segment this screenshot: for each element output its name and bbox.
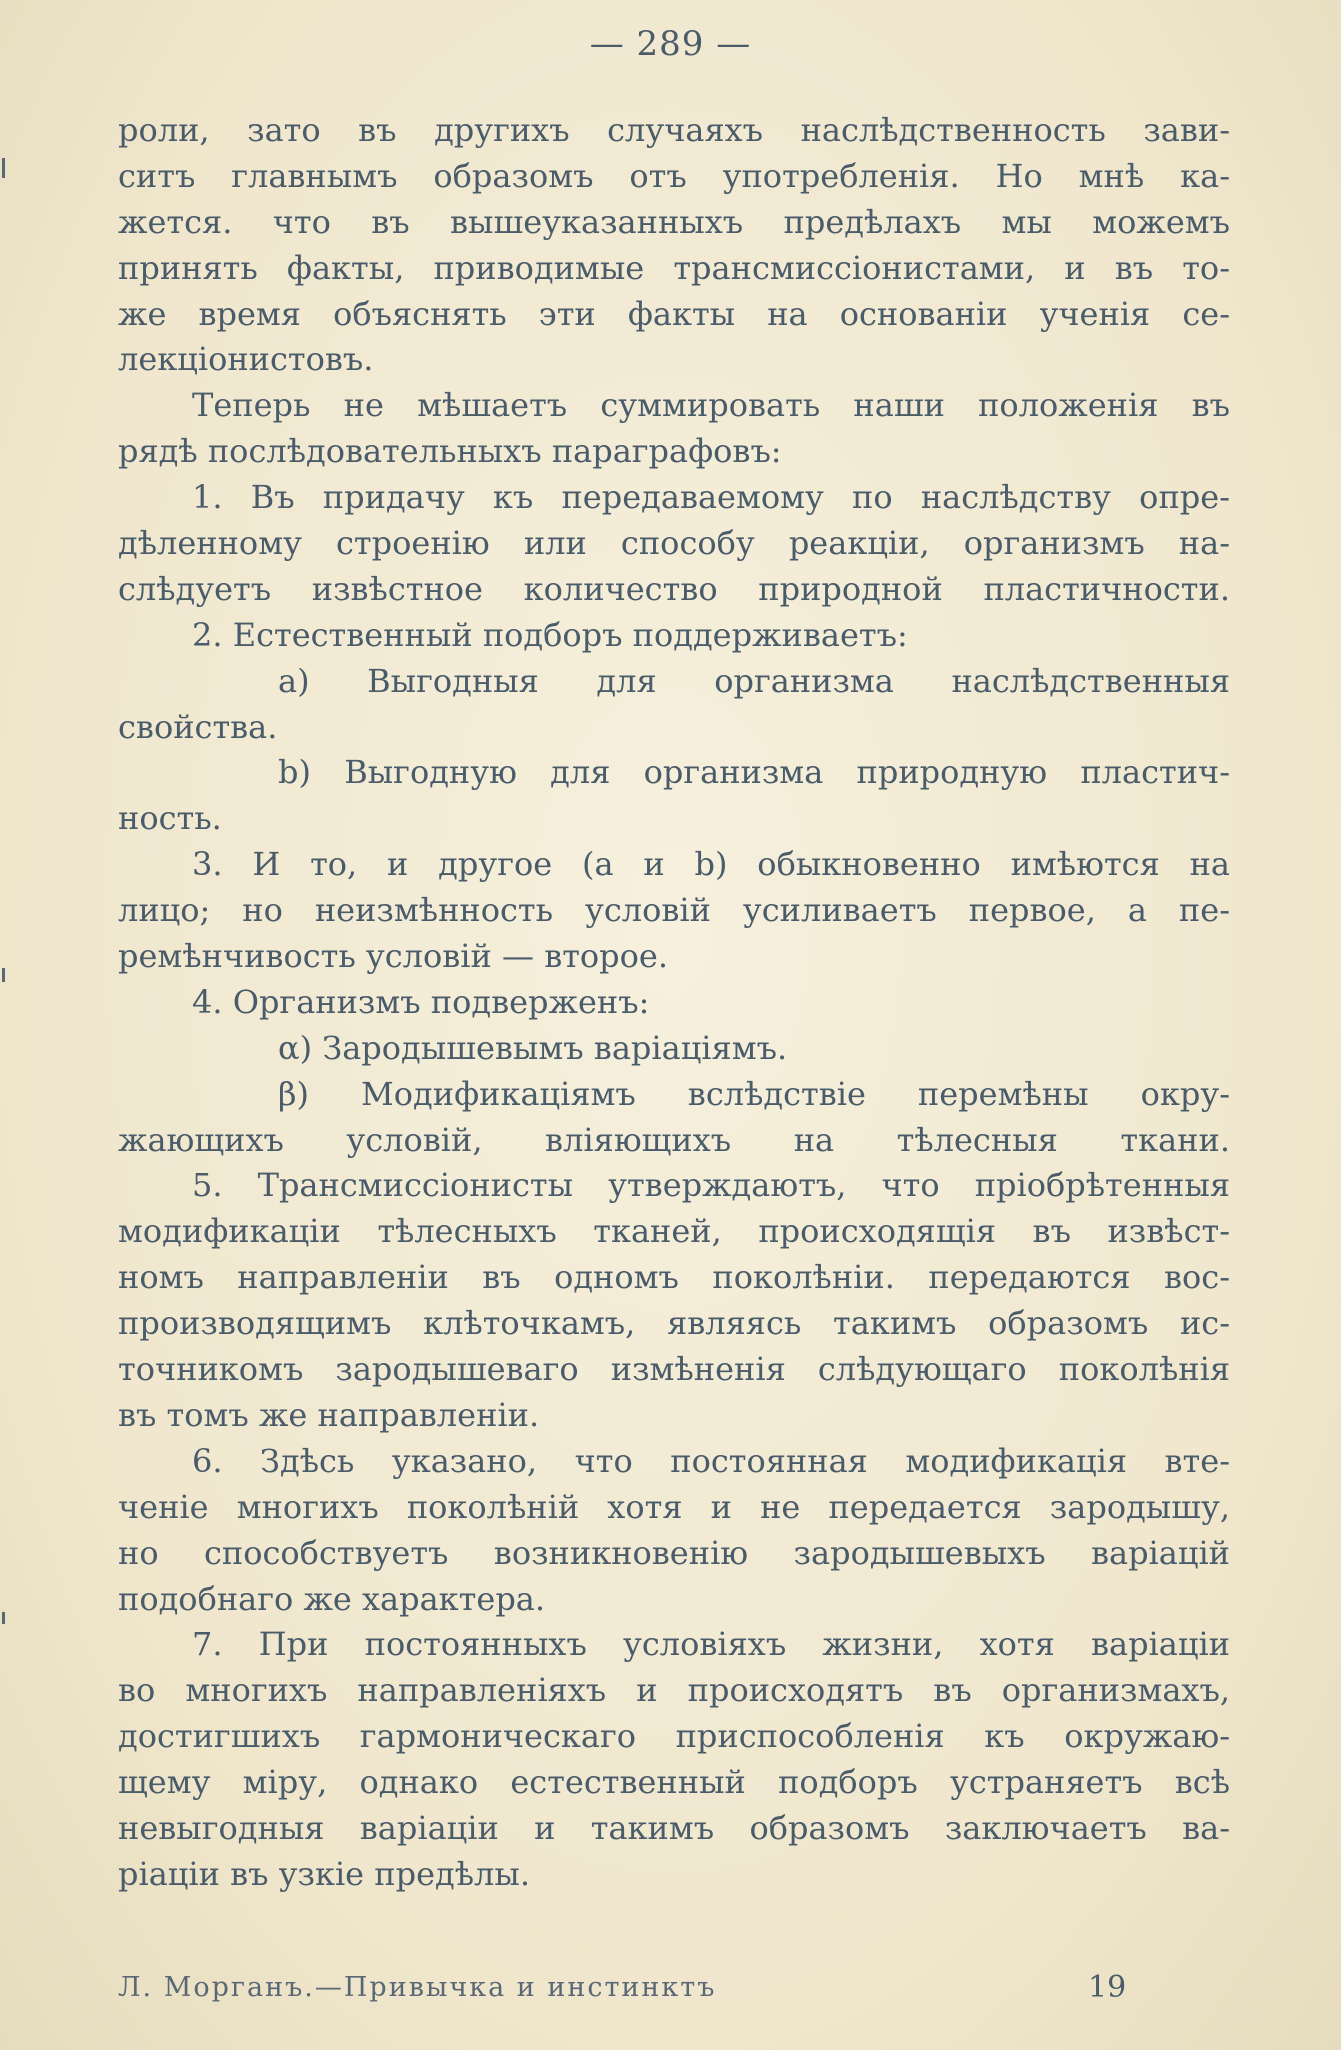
text-line: дѣленному строенію или способу реакціи, организмъ на- xyxy=(118,524,1230,563)
text-line: лицо; но неизмѣнность условій усиливаетъ первое, а пе- xyxy=(118,891,1230,930)
text-line: въ томъ же направленіи. xyxy=(118,1395,540,1434)
text-line: жется. что въ вышеуказанныхъ предѣлахъ мы можемъ xyxy=(118,202,1230,241)
text-line: точникомъ зародышеваго измѣненія слѣдующаго поколѣнія xyxy=(118,1350,1230,1389)
text-line: но способствуетъ возникновенію зародышевыхъ варіацій xyxy=(118,1533,1230,1572)
text-line: достигшихъ гармоническаго приспособленія къ окружаю- xyxy=(118,1717,1230,1756)
text-line: ситъ главнымъ образомъ отъ употребленія. Но мнѣ ка- xyxy=(118,156,1230,195)
text-line: свойства. xyxy=(118,707,278,746)
text-line: номъ направленіи въ одномъ поколѣніи. передаются вос- xyxy=(118,1258,1230,1297)
text-line: рядѣ послѣдовательныхъ параграфовъ: xyxy=(118,432,782,471)
text-line: невыгодныя варіаціи и такимъ образомъ заключаетъ ва- xyxy=(118,1808,1230,1847)
text-line: 3. И то, и другое (a и b) обыкновенно имѣются на xyxy=(192,845,1230,884)
text-line: щему міру, однако естественный подборъ устраняетъ всѣ xyxy=(118,1763,1230,1802)
text-line: роли, зато въ другихъ случаяхъ наслѣдственность зави- xyxy=(118,111,1230,149)
text-line: 4. Организмъ подверженъ: xyxy=(192,982,650,1021)
text-line: слѣдуетъ извѣстное количество природной пластичности. xyxy=(118,569,1230,608)
text-line: 1. Въ придачу къ передаваемому по наслѣдству опре- xyxy=(192,478,1230,517)
text-line: b) Выгодную для организма природную пластич- xyxy=(278,753,1230,792)
margin-mark xyxy=(2,968,5,982)
running-footer-title: Л. Морганъ.—Привычка и инстинктъ xyxy=(118,1972,717,2003)
text-line: ность. xyxy=(118,799,222,838)
text-line: производящимъ клѣточкамъ, являясь такимъ образомъ ис- xyxy=(118,1304,1230,1343)
text-line: модификаціи тѣлесныхъ тканей, происходящія въ извѣст- xyxy=(118,1212,1230,1251)
margin-mark xyxy=(2,158,5,178)
page-number: — 289 — xyxy=(589,24,752,64)
text-line: подобнаго же характера. xyxy=(118,1579,546,1618)
margin-mark xyxy=(2,1612,5,1624)
text-line: ченіе многихъ поколѣній хотя и не передается зародышу, xyxy=(118,1487,1230,1526)
text-line: 6. Здѣсь указано, что постоянная модификація вте- xyxy=(192,1441,1230,1480)
text-line: ремѣнчивость условій — второе. xyxy=(118,937,669,976)
text-line: 2. Естественный подборъ поддерживаетъ: xyxy=(192,615,908,654)
text-line: a) Выгодныя для организма наслѣдственныя xyxy=(278,661,1230,700)
text-line: во многихъ направленіяхъ и происходятъ въ организмахъ, xyxy=(118,1671,1230,1710)
body-text xyxy=(118,108,1230,1898)
text-line: Теперь не мѣшаетъ суммировать наши положенія въ xyxy=(192,386,1230,425)
text-line: ріаціи въ узкіе предѣлы. xyxy=(118,1854,530,1893)
text-line: жающихъ условій, вліяющихъ на тѣлесныя ткани. xyxy=(118,1120,1230,1159)
text-line: лекціонистовъ. xyxy=(118,340,374,379)
signature-mark: 19 xyxy=(1088,1970,1127,2005)
text-line: α) Зародышевымъ варіаціямъ. xyxy=(278,1028,788,1067)
text-line: 5. Трансмиссіонисты утверждаютъ, что пріобрѣтенныя xyxy=(192,1166,1230,1205)
text-line: принять факты, приводимые трансмиссіонистами, и въ то- xyxy=(118,248,1230,287)
text-line: же время объяснять эти факты на основаніи ученія се- xyxy=(118,294,1230,333)
text-line: 7. При постоянныхъ условіяхъ жизни, хотя варіаціи xyxy=(192,1625,1230,1664)
text-line: β) Модификаціямъ вслѣдствіе перемѣны окру- xyxy=(278,1074,1230,1113)
